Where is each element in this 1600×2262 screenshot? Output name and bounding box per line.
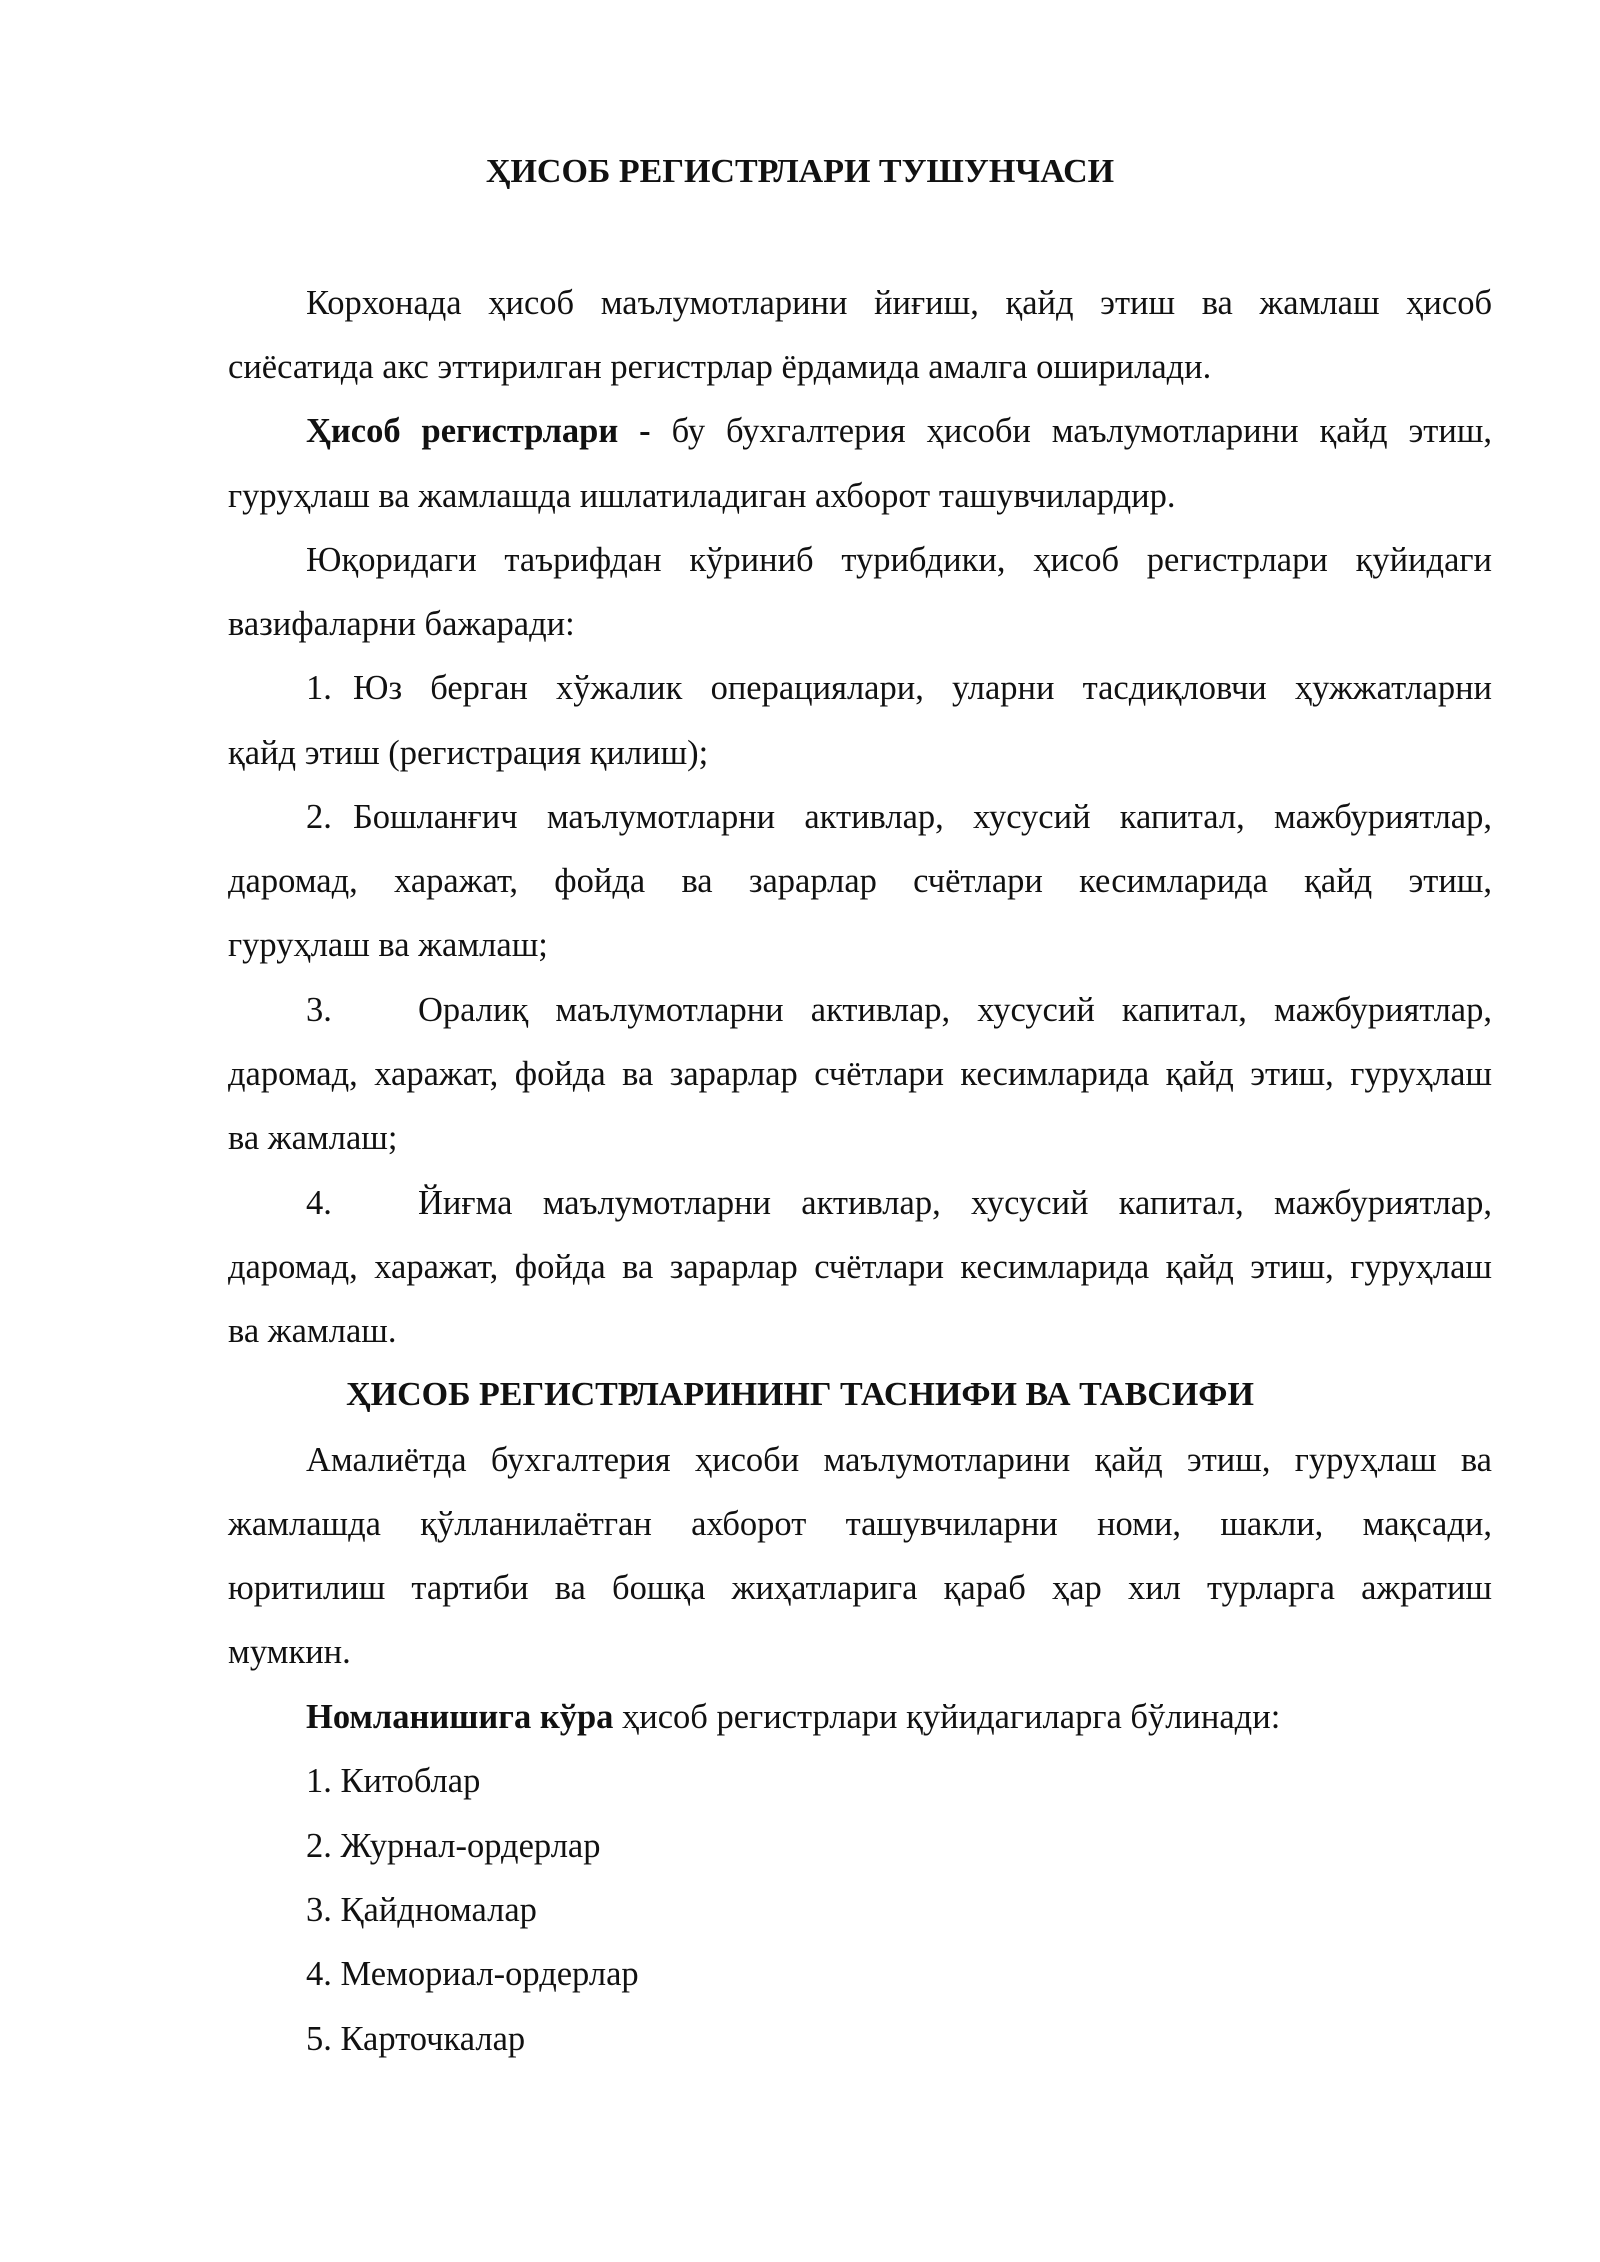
register-type-item: 3. Қайдномалар <box>306 1891 537 1929</box>
page-title: ҲИСОБ РЕГИСТРЛАРИ ТУШУНЧАСИ <box>485 153 1115 190</box>
functions-intro-line-2: вазифаларни бажаради: <box>228 605 575 643</box>
intro-line-1: Корхонада ҳисоб маълумотларини йиғиш, қайд этиш ва жамлаш ҳисоб <box>306 284 1492 322</box>
list-item-line: Оралиқ маълумотларни активлар, хусусий капитал, мажбуриятлар, <box>418 991 1492 1029</box>
definition-term: Ҳисоб регистрлари - <box>306 412 651 450</box>
list-item-line: қайд этиш (регистрация қилиш); <box>228 734 709 772</box>
list-item-line: Йиғма маълумотларни активлар, хусусий капитал, мажбуриятлар, <box>418 1184 1492 1222</box>
naming-text: ҳисоб регистрлари қуйидагиларга бўлинади: <box>622 1698 1281 1736</box>
intro-line-2: сиёсатида акс эттирилган регистрлар ёрдамида амалга оширилади. <box>228 348 1212 386</box>
naming-term: Номланишига кўра <box>306 1698 614 1736</box>
list-item-number: 2. <box>306 798 332 836</box>
definition-text: бу бухгалтерия ҳисоби маълумотларини қайд этиш, <box>671 412 1493 450</box>
register-type-item: 1. Китоблар <box>306 1762 481 1800</box>
naming-line <box>306 1697 1492 1737</box>
list-item-line: Юз берган хўжалик операциялари, уларни тасдиқловчи ҳужжатларни <box>353 669 1492 707</box>
list-item-number: 4. <box>306 1184 332 1222</box>
register-type-item: 2. Журнал-ордерлар <box>306 1827 601 1865</box>
list-item-number: 3. <box>306 991 332 1029</box>
definition-line-2: гуруҳлаш ва жамлашда ишлатиладиган ахборот ташувчилардир. <box>228 477 1176 515</box>
list-item-line: Бошланғич маълумотларни активлар, хусусий капитал, мажбуриятлар, <box>353 798 1492 836</box>
section-paragraph-line: Амалиётда бухгалтерия ҳисоби маълумотларини қайд этиш, гуруҳлаш ва <box>306 1441 1492 1479</box>
list-item-line: гуруҳлаш ва жамлаш; <box>228 926 548 964</box>
section-paragraph-line: жамлашда қўлланилаётган ахборот ташувчиларни номи, шакли, мақсади, <box>228 1505 1492 1543</box>
section-title: ҲИСОБ РЕГИСТРЛАРИНИНГ ТАСНИФИ ВА ТАВСИФИ <box>346 1376 1254 1413</box>
functions-intro-line-1: Юқоридаги таърифдан кўриниб турибдики, ҳисоб регистрлари қуйидаги <box>306 541 1492 579</box>
list-item-number: 1. <box>306 669 332 707</box>
list-item-line: даромад, харажат, фойда ва зарарлар счётлари кесимларида қайд этиш, гуруҳлаш <box>228 1055 1492 1093</box>
list-item-line: ва жамлаш; <box>228 1119 398 1157</box>
section-paragraph-line: мумкин. <box>228 1633 351 1671</box>
register-type-item: 4. Мемориал-ордерлар <box>306 1955 639 1993</box>
register-type-item: 5. Карточкалар <box>306 2020 526 2058</box>
list-item-line: ва жамлаш. <box>228 1312 397 1350</box>
definition-line-1 <box>306 411 1492 451</box>
section-paragraph-line: юритилиш тартиби ва бошқа жиҳатларига қараб ҳар хил турларга ажратиш <box>228 1569 1492 1607</box>
list-item-line: даромад, харажат, фойда ва зарарлар счётлари кесимларида қайд этиш, <box>228 862 1492 900</box>
list-item-line: даромад, харажат, фойда ва зарарлар счётлари кесимларида қайд этиш, гуруҳлаш <box>228 1248 1492 1286</box>
